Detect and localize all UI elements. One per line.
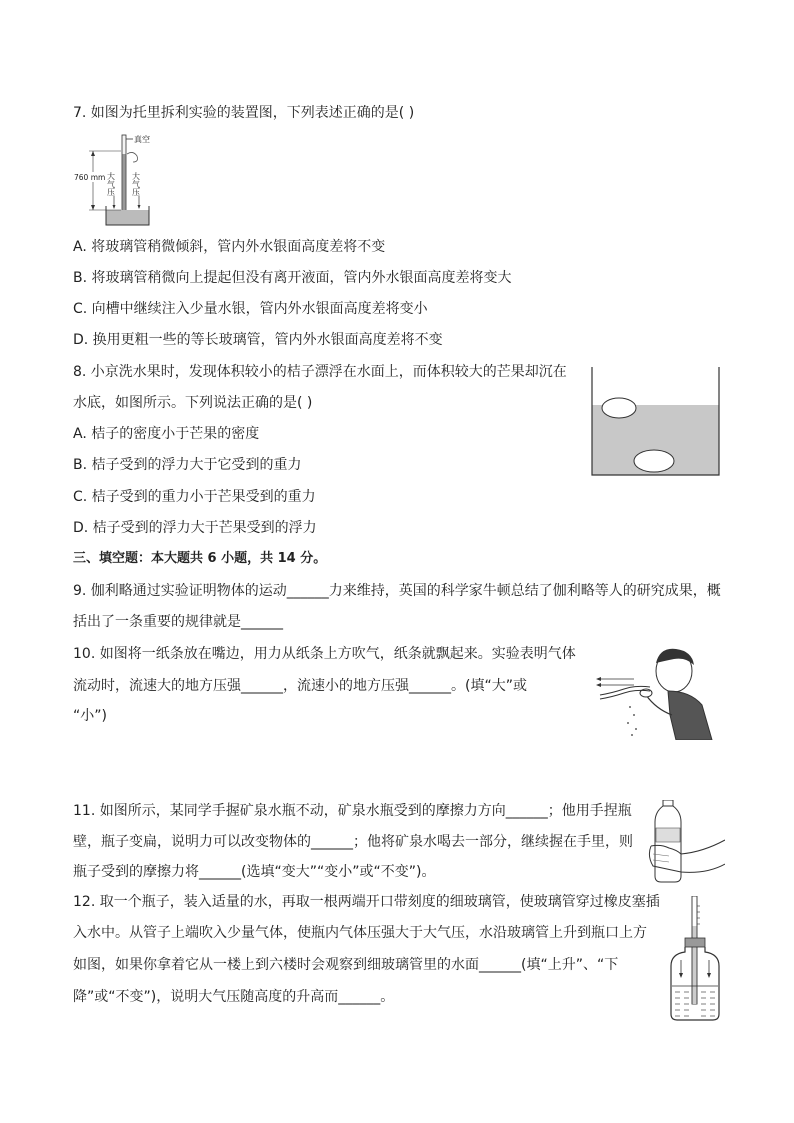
- q7-option-b: B. 将玻璃管稍微向上提起但没有离开液面，管内外水银面高度差将变大: [73, 270, 512, 286]
- atm-pressure-right-label: 大气压: [131, 172, 141, 196]
- q10-line3: “小”): [73, 708, 107, 724]
- q10-line2: 流动时，流速大的地方压强______，流速小的地方压强______。(填“大”或: [73, 678, 527, 694]
- q9-line1: 9. 伽利略通过实验证明物体的运动______力来维持，英国的科学家牛顿总结了伽利略等人的研究成果，概: [73, 583, 721, 599]
- blowing-paper-figure: [590, 645, 718, 740]
- q11-line1: 11. 如图所示，某同学手握矿泉水瓶不动，矿泉水瓶受到的摩擦力方向______；他用手捏瓶: [73, 803, 632, 819]
- q12-line3: 如图，如果你拿着它从一楼上到六楼时会观察到细玻璃管里的水面______(填“上升”、“下: [73, 957, 619, 973]
- q11-line2: 壁，瓶子变扁，说明力可以改变物体的______；他将矿泉水喝去一部分，继续握在手里，则: [73, 834, 633, 850]
- section-heading: 三、填空题：本大题共 6 小题，共 14 分。: [73, 551, 327, 566]
- q12-line4: 降”或“不变”)，说明大气压随高度的升高而______。: [73, 989, 395, 1005]
- fruit-in-water-figure: [591, 367, 720, 476]
- q7-option-d: D. 换用更粗一些的等长玻璃管，管内外水银面高度差将不变: [73, 332, 443, 348]
- q10-line1: 10. 如图将一纸条放在嘴边，用力从纸条上方吹气，纸条就飘起来。实验表明气体: [73, 646, 576, 662]
- q7-option-a: A. 将玻璃管稍微倾斜，管内外水银面高度差将不变: [73, 239, 386, 255]
- q11-line3: 瓶子受到的摩擦力将______(选填“变大”“变小”或“不变”)。: [73, 864, 436, 880]
- height-label: 760 mm: [74, 173, 106, 182]
- q8-option-c: C. 桔子受到的重力小于芒果受到的重力: [73, 489, 316, 505]
- q12-line2: 入水中。从管子上端吹入少量气体，使瓶内气体压强大于大气压，水沿玻璃管上升到瓶口上方: [73, 925, 647, 941]
- mango-shape: [634, 450, 674, 472]
- atm-pressure-left-label: 大气压: [106, 172, 116, 196]
- q8-stem-line2: 水底，如图所示。下列说法正确的是( ): [73, 395, 313, 411]
- bottle-with-glass-tube-figure: [667, 896, 723, 1022]
- hand-holding-bottle-figure: [647, 800, 725, 886]
- q8-option-d: D. 桔子受到的浮力大于芒果受到的浮力: [73, 520, 317, 536]
- q7-stem: 7. 如图为托里拆利实验的装置图，下列表述正确的是( ): [73, 105, 415, 121]
- q12-line1: 12. 取一个瓶子，装入适量的水，再取一根两端开口带刻度的细玻璃管，使玻璃管穿过橡皮塞插: [73, 894, 660, 910]
- vacuum-label: 真空: [134, 135, 150, 144]
- q9-line2: 括出了一条重要的规律就是______: [73, 614, 283, 630]
- q8-option-b: B. 桔子受到的浮力大于它受到的重力: [73, 457, 302, 473]
- q8-option-a: A. 桔子的密度小于芒果的密度: [73, 426, 260, 442]
- q7-option-c: C. 向槽中继续注入少量水银，管内外水银面高度差将变小: [73, 301, 428, 317]
- torricelli-apparatus-figure: [73, 132, 158, 228]
- orange-shape: [602, 398, 636, 418]
- q8-stem-line1: 8. 小京洗水果时，发现体积较小的桔子漂浮在水面上，而体积较大的芒果却沉在: [73, 364, 567, 380]
